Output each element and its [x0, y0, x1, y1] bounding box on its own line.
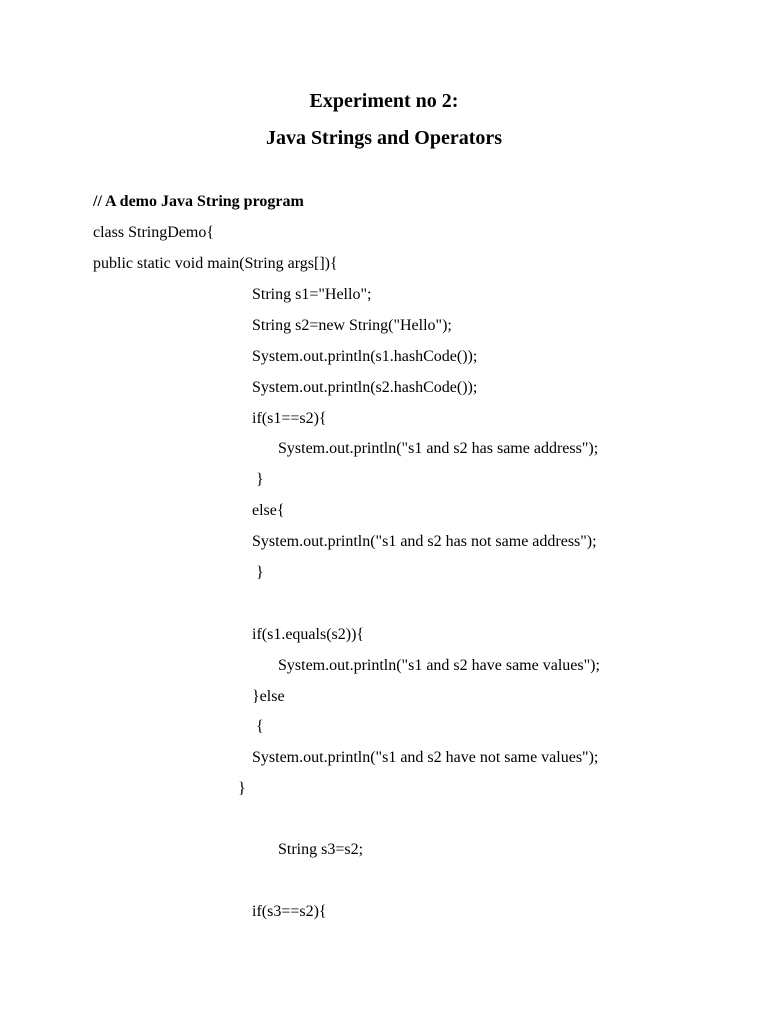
code-line: System.out.println(s2.hashCode());: [252, 379, 478, 396]
code-comment-line: // A demo Java String program: [93, 193, 304, 210]
code-line: class StringDemo{: [93, 224, 214, 241]
code-line: public static void main(String args[]){: [93, 255, 338, 272]
code-line: }else: [252, 688, 285, 705]
code-line: String s3=s2;: [278, 841, 364, 858]
code-line: System.out.println("s1 and s2 have same values");: [278, 657, 600, 674]
code-line: {: [256, 718, 264, 735]
experiment-number-heading: Experiment no 2:: [309, 90, 459, 112]
code-line: if(s1==s2){: [252, 410, 327, 427]
code-line: else{: [252, 502, 285, 519]
code-line: System.out.println(s1.hashCode());: [252, 348, 478, 365]
code-line: String s2=new String("Hello");: [252, 317, 452, 334]
code-line: String s1="Hello";: [252, 286, 372, 303]
code-line: }: [238, 780, 246, 797]
code-line: System.out.println("s1 and s2 has not same address");: [252, 533, 597, 550]
code-line: }: [256, 471, 264, 488]
code-line: System.out.println("s1 and s2 have not same values");: [252, 749, 599, 766]
code-line: if(s1.equals(s2)){: [252, 626, 365, 643]
code-line: }: [256, 564, 264, 581]
code-line: System.out.println("s1 and s2 has same address");: [278, 440, 599, 457]
code-line: if(s3==s2){: [252, 903, 327, 920]
experiment-title-heading: Java Strings and Operators: [265, 127, 503, 149]
